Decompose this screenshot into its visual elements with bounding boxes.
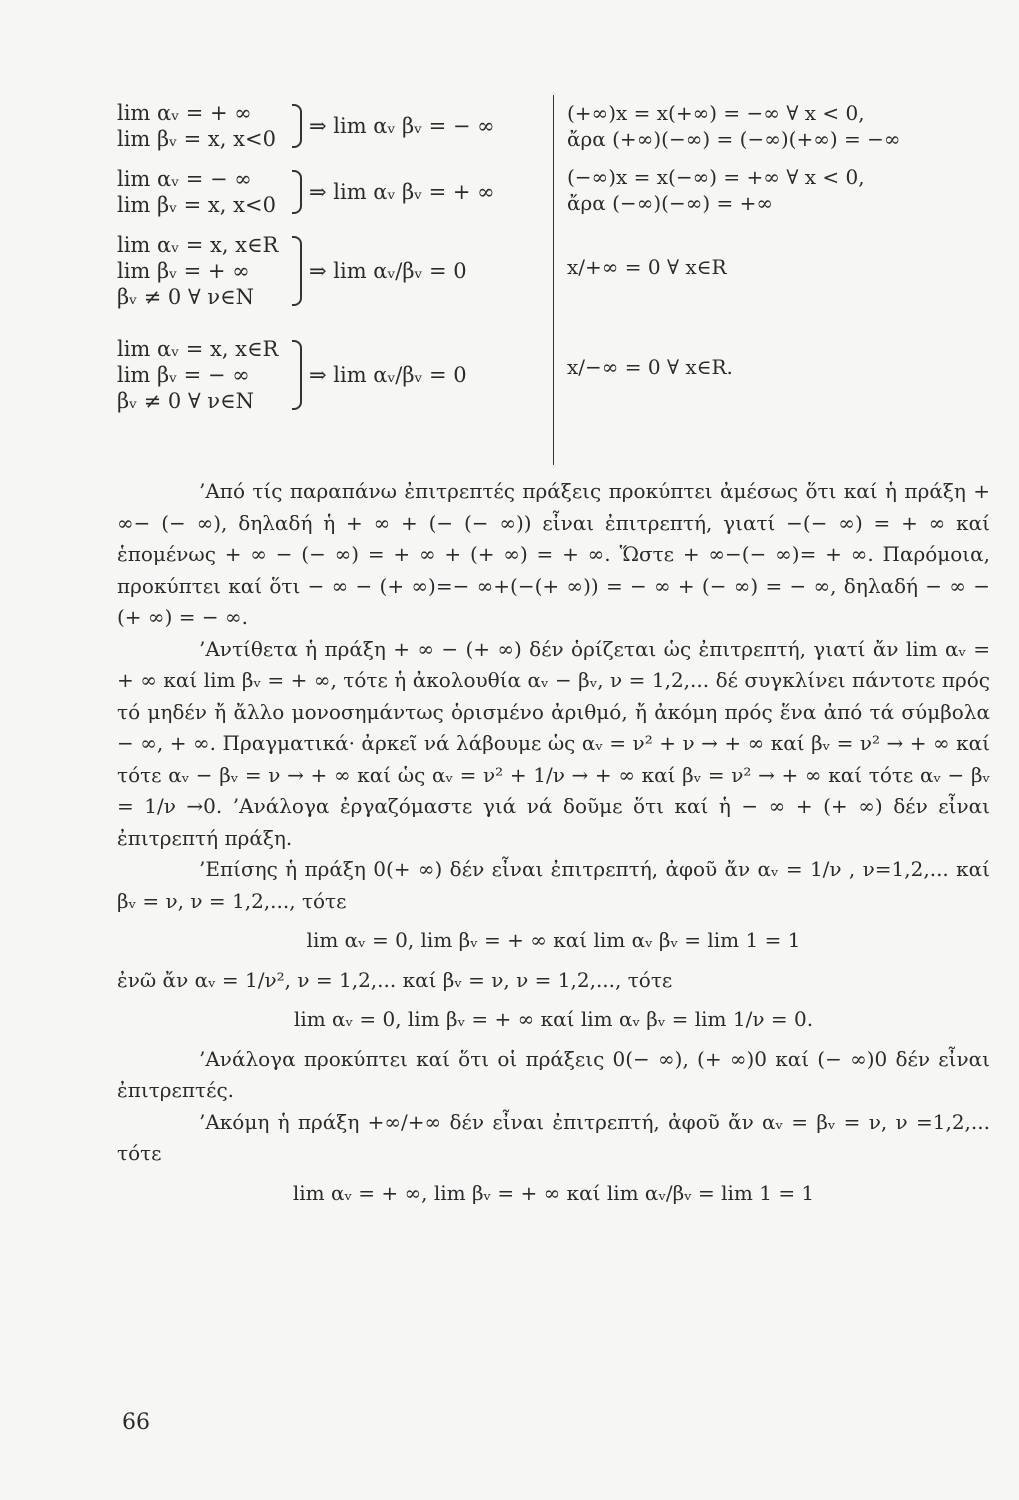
- condition: lim βᵥ = x, x<0: [117, 193, 276, 217]
- condition: lim αᵥ = + ∞: [117, 101, 252, 125]
- paragraph: ’Επίσης ἡ πράξη 0(+ ∞) δέν εἶναι ἐπιτρεπτή, ἀφοῦ ἄν αᵥ = 1/ν , ν=1,2,... καί βᵥ = ν, ν = 1,2,..., τότε: [117, 857, 990, 913]
- paragraph: ’Ανάλογα προκύπτει καί ὅτι οἱ πράξεις 0(− ∞), (+ ∞)0 καί (− ∞)0 δέν εἶναι ἐπιτρεπτές.: [117, 1046, 990, 1102]
- right-line: x/+∞ = 0 ∀ x∈R: [567, 255, 727, 279]
- paragraph: ’Ακόμη ἡ πράξη +∞/+∞ δέν εἶναι ἐπιτρεπτή, ἀφοῦ ἄν αᵥ = βᵥ = ν, ν =1,2,... τότε: [117, 1109, 990, 1165]
- paragraph: ἐνῶ ἄν αᵥ = 1/ν², ν = 1,2,... καί βᵥ = ν, ν = 1,2,..., τότε: [117, 967, 673, 992]
- limit-cases: [117, 100, 554, 428]
- condition: lim βᵥ = − ∞: [117, 363, 250, 387]
- condition: lim βᵥ = + ∞: [117, 259, 250, 283]
- page-number: 66: [122, 1410, 150, 1435]
- condition: βᵥ ≠ 0 ∀ ν∈N: [117, 285, 254, 309]
- brace: [292, 104, 302, 148]
- right-column: [567, 100, 987, 392]
- right-block: [567, 164, 987, 216]
- brace: [292, 170, 302, 214]
- right-block: [567, 254, 987, 280]
- conclusion: ⇒ lim αᵥ βᵥ = − ∞: [309, 114, 495, 138]
- condition: lim αᵥ = x, x∈R: [117, 337, 279, 361]
- right-block: [567, 354, 987, 380]
- condition: lim αᵥ = − ∞: [117, 167, 252, 191]
- right-block: [567, 100, 987, 152]
- condition: βᵥ ≠ 0 ∀ ν∈N: [117, 389, 254, 413]
- case-block: [117, 232, 554, 310]
- column-divider: [553, 95, 554, 465]
- case-block: [117, 336, 554, 414]
- case-block: [117, 100, 554, 152]
- right-line: (−∞)x = x(−∞) = +∞ ∀ x < 0,: [567, 165, 865, 189]
- body-text: [117, 476, 990, 1217]
- right-line: ἄρα (+∞)(−∞) = (−∞)(+∞) = −∞: [567, 127, 901, 151]
- equation: lim αᵥ = + ∞, lim βᵥ = + ∞ καί lim αᵥ/βᵥ = lim 1 = 1: [292, 1180, 815, 1205]
- case-block: [117, 166, 554, 218]
- paragraph: ’Αντίθετα ἡ πράξη + ∞ − (+ ∞) δέν ὁρίζεται ὡς ἐπιτρεπτή, γιατί ἄν lim αᵥ = + ∞ καί lim βᵥ = + ∞, τότε ἡ ἀκολουθία αᵥ − βᵥ, ν = 1,2,... δέ συγκλίνει πάντοτε πρός τό μηδέν ἤ ἄλλο μονοσημάντως ὁρισμένο ἀριθμό, ἤ ἀκόμη πρός ἕνα ἀπό τά σύμβολα − ∞, + ∞. Πραγματικά· ἀρκεῖ νά λάβουμε ὡς αᵥ = ν² + ν → + ∞ καί βᵥ = ν² → + ∞ καί τότε αᵥ − βᵥ = ν → + ∞ καί ὡς αᵥ = ν² + 1/ν → + ∞ καί βᵥ = ν² → + ∞ καί τότε αᵥ − βᵥ = 1/ν →0. ’Ανάλογα ἐργαζόμαστε γιά νά δοῦμε ὅτι καί ἡ − ∞ + (+ ∞) δέν εἶναι ἐπιτρεπτή πράξη.: [117, 636, 990, 850]
- paragraph: ’Από τίς παραπάνω ἐπιτρεπτές πράξεις προκύπτει ἀμέσως ὅτι καί ἡ πράξη + ∞− (− ∞), δηλαδή ἡ + ∞ + (− (− ∞)) εἶναι ἐπιτρεπτή, γιατί −(− ∞) = + ∞ καί ἑπομένως + ∞ − (− ∞) = + ∞ + (+ ∞) = + ∞. Ὥστε + ∞−(− ∞)= + ∞. Παρόμοια, προκύπτει καί ὅτι − ∞ − (+ ∞)=− ∞+(−(+ ∞)) = − ∞ + (− ∞) = − ∞, δηλαδή − ∞ − (+ ∞) = − ∞.: [117, 479, 990, 629]
- equation: lim αᵥ = 0, lim βᵥ = + ∞ καί lim αᵥ βᵥ = lim 1 = 1: [306, 928, 801, 952]
- conclusion: ⇒ lim αᵥ/βᵥ = 0: [309, 259, 467, 283]
- brace: [292, 340, 302, 410]
- equation: lim αᵥ = 0, lim βᵥ = + ∞ καί lim αᵥ βᵥ = lim 1/ν = 0.: [293, 1007, 814, 1031]
- conclusion: ⇒ lim αᵥ/βᵥ = 0: [309, 363, 467, 387]
- conclusion: ⇒ lim αᵥ βᵥ = + ∞: [309, 180, 495, 204]
- right-line: x/−∞ = 0 ∀ x∈R.: [567, 355, 733, 379]
- condition: lim αᵥ = x, x∈R: [117, 233, 279, 257]
- right-line: ἄρα (−∞)(−∞) = +∞: [567, 191, 774, 215]
- condition: lim βᵥ = x, x<0: [117, 127, 276, 151]
- brace: [292, 236, 302, 306]
- right-line: (+∞)x = x(+∞) = −∞ ∀ x < 0,: [567, 101, 865, 125]
